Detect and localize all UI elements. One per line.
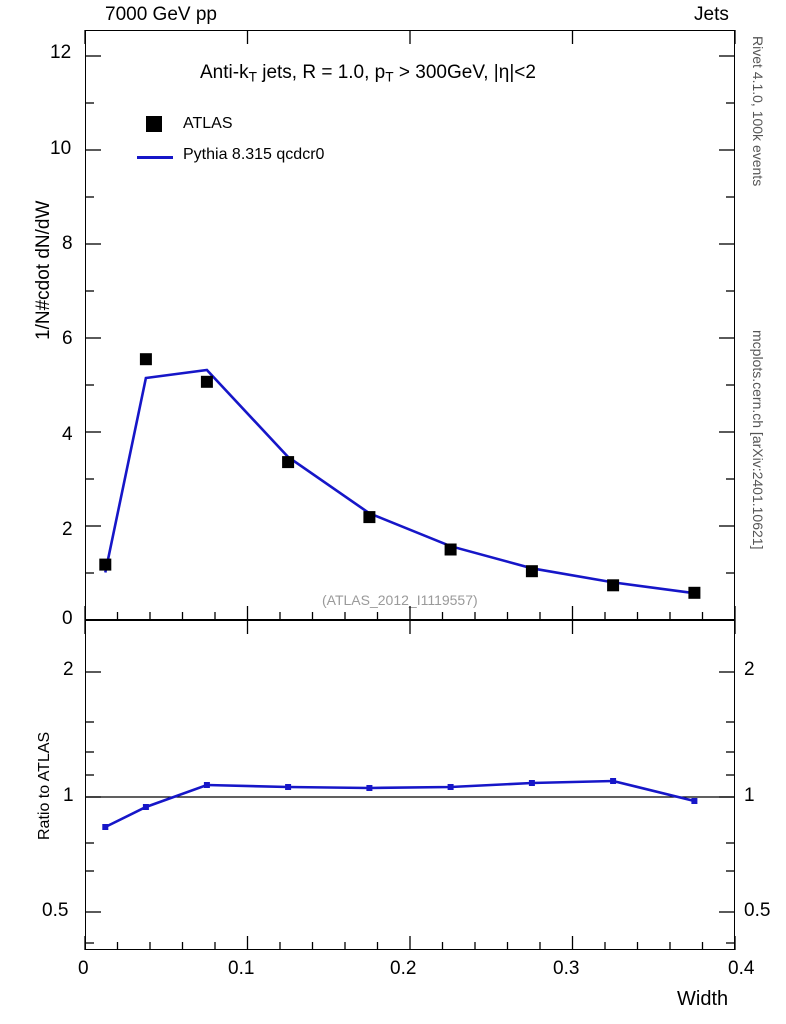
main-ytick-12: 12 bbox=[50, 42, 72, 63]
xtick-02: 0.2 bbox=[390, 958, 417, 979]
title-part-6: η bbox=[498, 62, 510, 83]
header-left-label: 7000 GeV pp bbox=[105, 4, 217, 25]
main-yaxis-title-part2: #cdot dN/dW bbox=[33, 200, 54, 311]
legend-label-pythia: Pythia 8.315 qcdcr0 bbox=[183, 146, 325, 163]
main-yaxis-title-part1: 1/N bbox=[33, 310, 54, 340]
ratio-ytick-right-05: 0.5 bbox=[744, 900, 771, 921]
legend-label-atlas: ATLAS bbox=[183, 115, 233, 132]
main-ytick-8: 8 bbox=[62, 233, 73, 254]
ratio-points-pythia bbox=[102, 778, 697, 830]
ratio-ytick-2: 2 bbox=[63, 659, 74, 680]
xtick-0: 0 bbox=[78, 958, 89, 979]
main-ytick-2: 2 bbox=[62, 519, 73, 540]
title-part-1: Anti-k bbox=[200, 62, 249, 83]
ratio-ytick-1: 1 bbox=[63, 785, 74, 806]
ratio-ytick-05: 0.5 bbox=[42, 900, 69, 921]
title-part-3: jets, R = 1.0, p bbox=[256, 62, 386, 83]
xtick-03: 0.3 bbox=[553, 958, 580, 979]
xtick-04: 0.4 bbox=[728, 958, 755, 979]
ratio-ytick-right-2: 2 bbox=[744, 659, 755, 680]
header-right-label: Jets bbox=[694, 4, 729, 25]
main-ytick-10: 10 bbox=[50, 138, 72, 159]
mcplots-source-label: mcplots.cern.ch [arXiv:2401.10621] bbox=[750, 330, 766, 550]
main-ytick-4: 4 bbox=[62, 424, 73, 445]
rivet-version-label: Rivet 4.1.0, 100k events bbox=[750, 36, 766, 187]
ratio-line-pythia bbox=[105, 781, 694, 827]
main-ytick-6: 6 bbox=[62, 328, 73, 349]
xaxis-title: Width bbox=[677, 988, 729, 1010]
main-ytick-0: 0 bbox=[62, 608, 73, 629]
ratio-ytick-right-1: 1 bbox=[744, 785, 755, 806]
analysis-id-watermark: (ATLAS_2012_I1119557) bbox=[322, 592, 478, 608]
title-part-4: T bbox=[385, 69, 394, 85]
title-part-5: > 300GeV, | bbox=[393, 62, 499, 83]
ratio-yaxis-title: Ratio to ATLAS bbox=[36, 731, 53, 840]
title-part-2: T bbox=[248, 69, 257, 85]
xtick-01: 0.1 bbox=[228, 958, 255, 979]
title-part-7: |<2 bbox=[509, 62, 536, 83]
